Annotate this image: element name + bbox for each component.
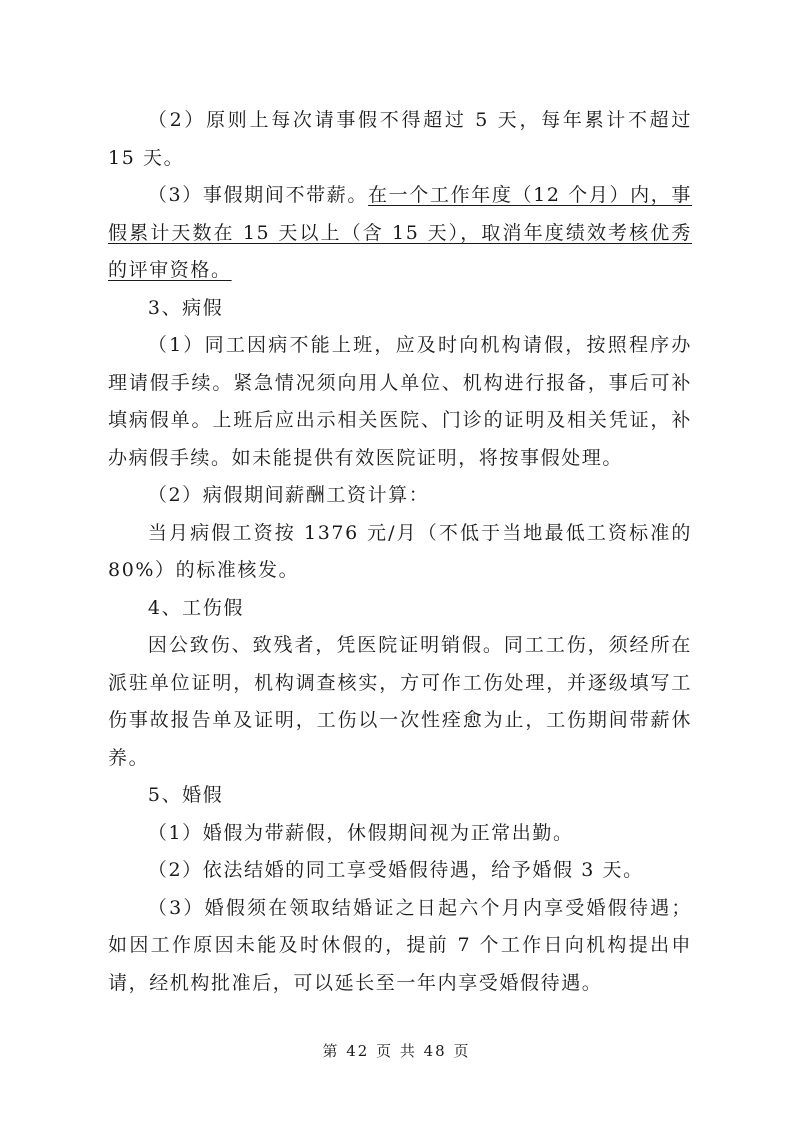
underlined-rule-text: 在一个工作年度（12 个月）内，事假累计天数在 15 天以上（含 15 天），取消年度绩效考核优秀的评审资格。	[108, 184, 692, 281]
document-body	[108, 102, 692, 1002]
section-heading-work-injury-leave: 4、工伤假	[147, 596, 244, 619]
paragraph-sick-leave-pay-rate: 当月病假工资按 1376 元/月（不低于当地最低工资标准的 80%）的标准核发。	[108, 521, 692, 581]
section-heading-sick-leave: 3、病假	[147, 296, 224, 319]
paragraph-personal-leave-limit: （2）原则上每次请事假不得超过 5 天，每年累计不超过 15 天。	[108, 109, 692, 169]
paragraph-marriage-leave-window: （3）婚假须在领取结婚证之日起六个月内享受婚假待遇；如因工作原因未能及时休假的，提前 7 个工作日向机构提出申请，经机构批准后，可以延长至一年内享受婚假待遇。	[108, 896, 692, 994]
unpaid-lead-text: （3）事假期间不带薪。	[147, 184, 369, 206]
page-number-footer: 第 42 页 共 48 页	[322, 1042, 471, 1060]
paragraph-sick-leave-procedure: （1）同工因病不能上班，应及时向机构请假，按照程序办理请假手续。紧急情况须向用人单位、机构进行报备，事后可补填病假单。上班后应出示相关医院、门诊的证明及相关凭证，补办病假手续。如未能提供有效医院证明，将按事假处理。	[108, 334, 692, 469]
paragraph-marriage-leave-paid: （1）婚假为带薪假，休假期间视为正常出勤。	[147, 821, 574, 844]
paragraph-work-injury: 因公致伤、致残者，凭医院证明销假。同工工伤，须经所在派驻单位证明，机构调查核实，方可作工伤处理，并逐级填写工伤事故报告单及证明，工伤以一次性痊愈为止，工伤期间带薪休养。	[108, 634, 692, 769]
paragraph-sick-leave-pay-title: （2）病假期间薪酬工资计算：	[147, 484, 430, 506]
paragraph-personal-leave-unpaid	[108, 177, 692, 290]
paragraph-marriage-leave-days: （2）依法结婚的同工享受婚假待遇，给予婚假 3 天。	[147, 859, 644, 881]
section-heading-marriage-leave: 5、婚假	[147, 784, 224, 806]
